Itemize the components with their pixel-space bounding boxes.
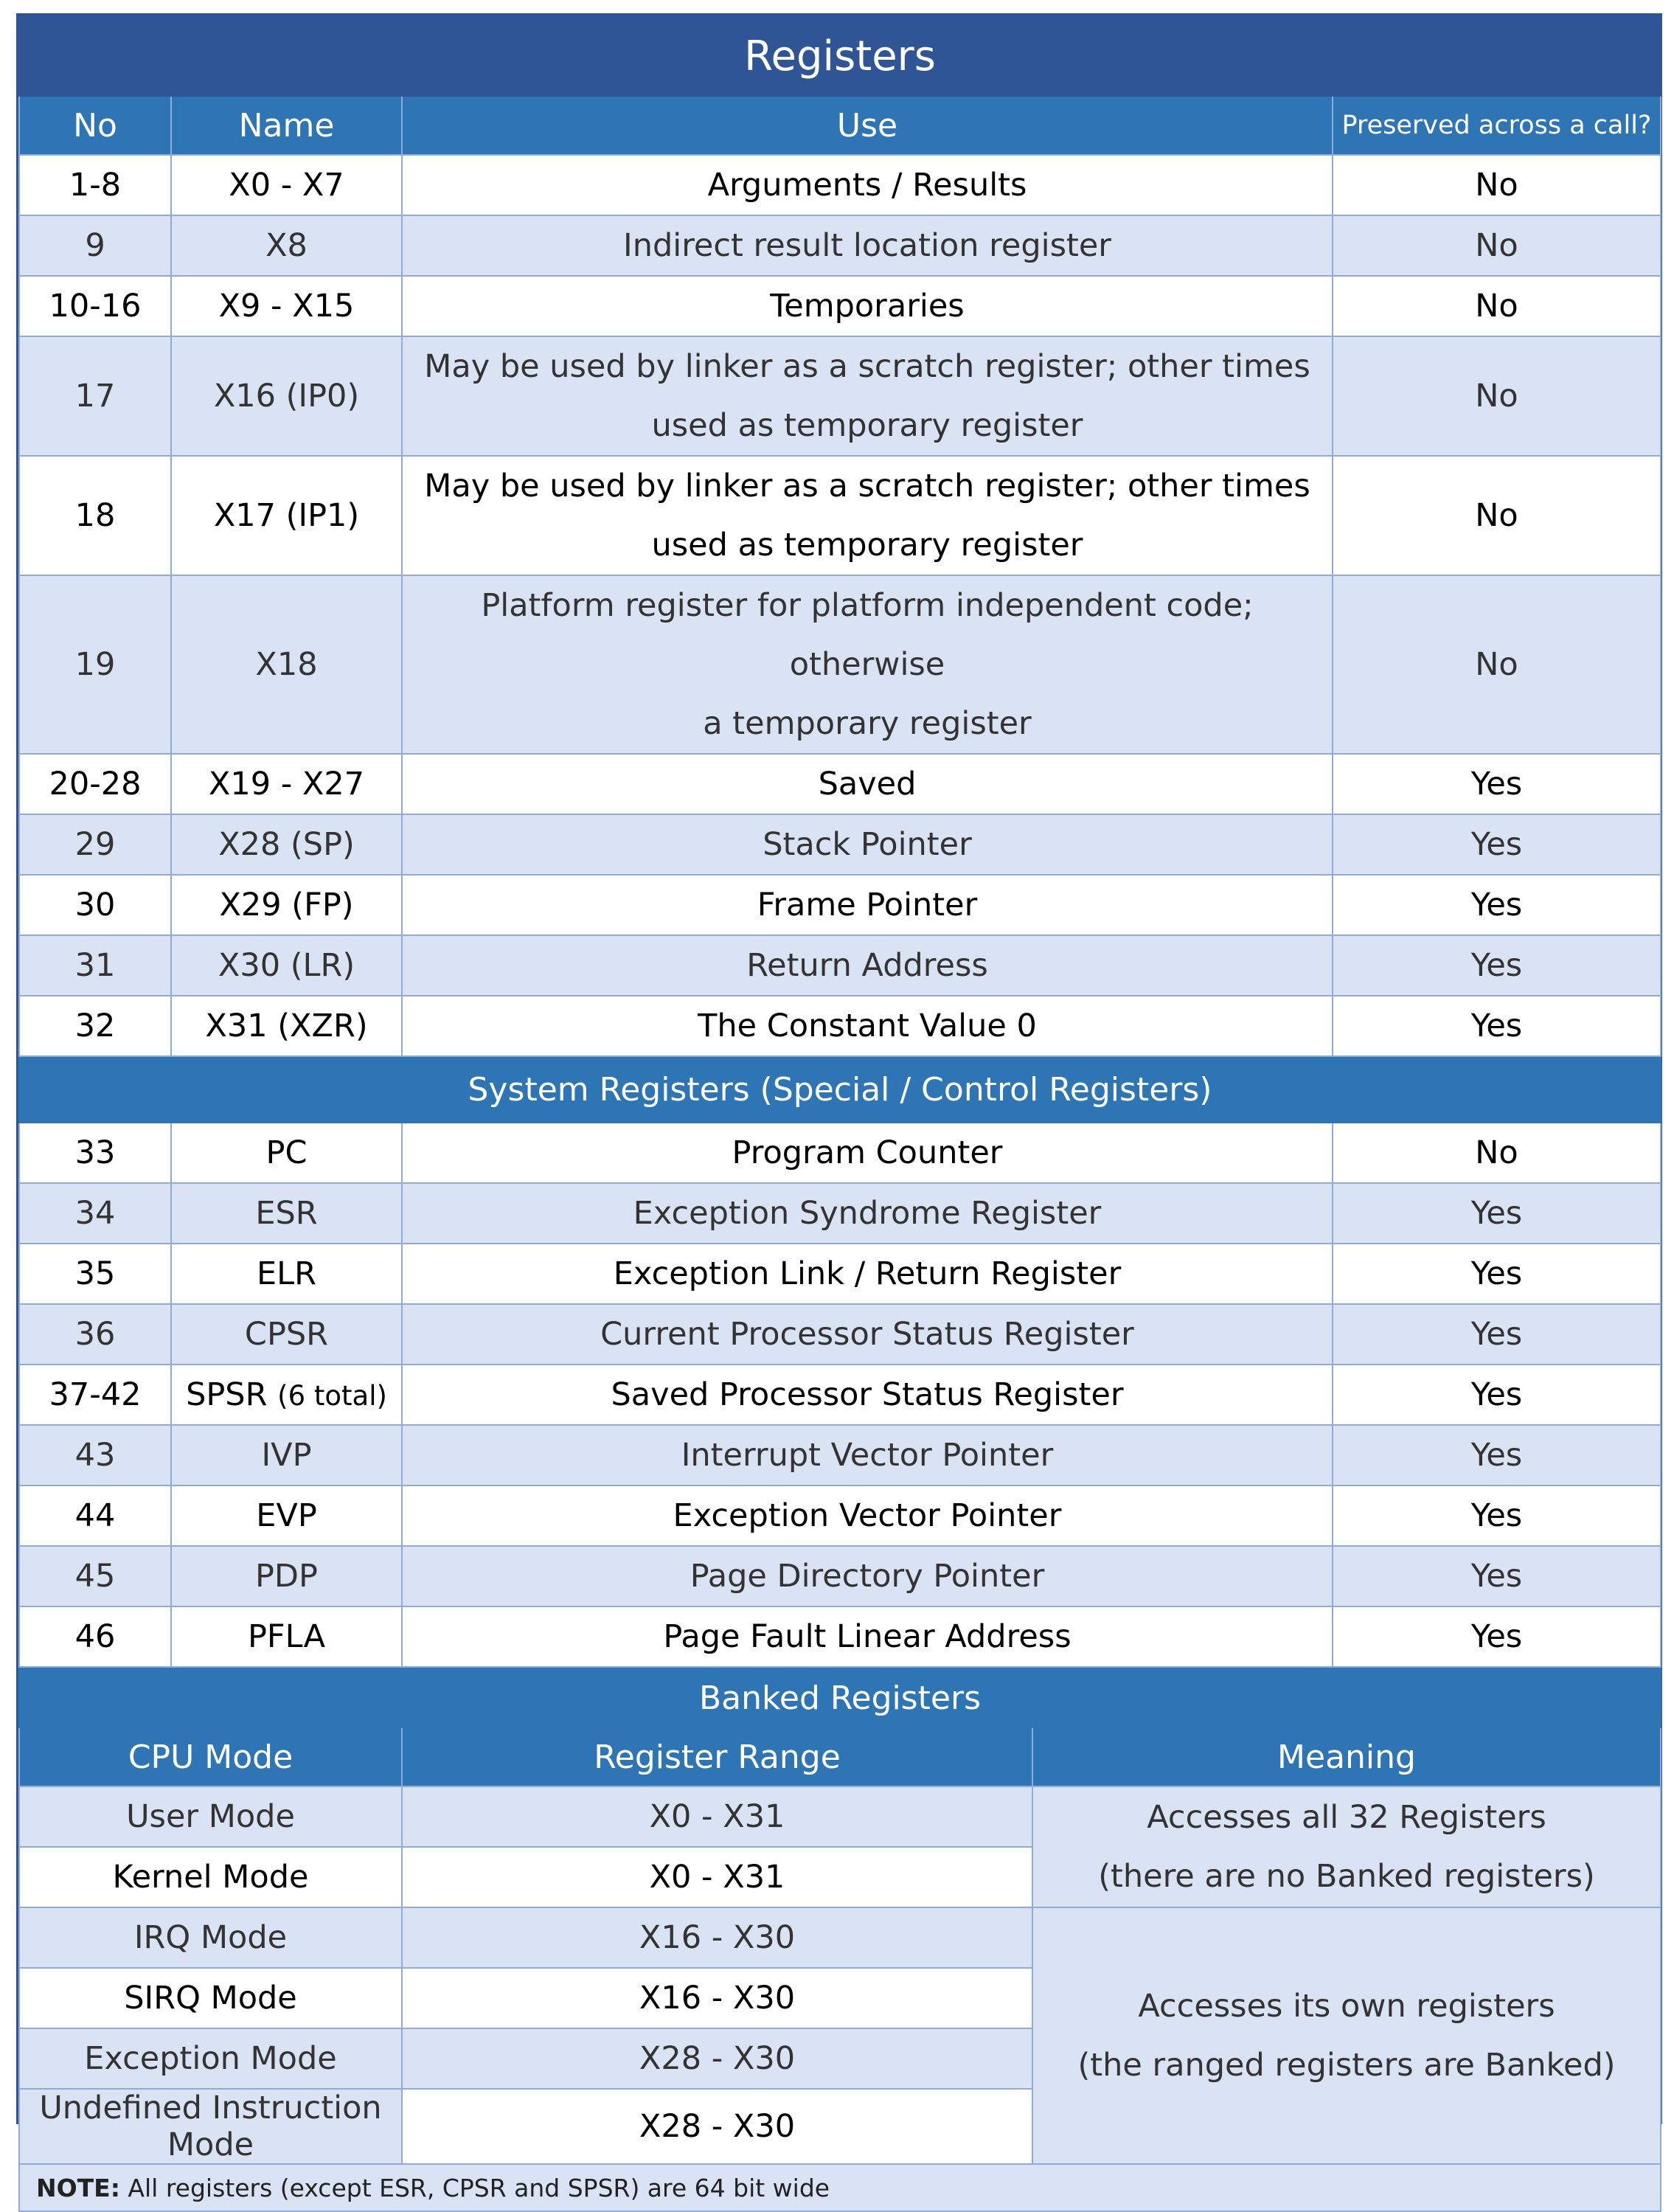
banked-section-header: [19, 1668, 1661, 1727]
cell-no: 37-42: [19, 1365, 171, 1425]
table-row: [19, 336, 1661, 456]
table-row: [19, 155, 1661, 215]
cell-no: 46: [19, 1606, 171, 1667]
cell-no: 1-8: [19, 155, 171, 215]
meaning-line1: Accesses its own registers: [1138, 1988, 1555, 2025]
cell-name: X9 - X15: [171, 276, 402, 336]
cell-no: 43: [19, 1425, 171, 1485]
banked-section-title: Banked Registers: [19, 1668, 1661, 1727]
cell-use: Arguments / Results: [402, 155, 1333, 215]
cell-name: X16 (IP0): [171, 336, 402, 456]
meaning-line2: (the ranged registers are Banked): [1077, 2047, 1616, 2084]
cell-use: Temporaries: [402, 276, 1333, 336]
cell-use: Current Processor Status Register: [402, 1304, 1333, 1365]
cell-preserved: Yes: [1333, 1304, 1661, 1365]
cell-use: Exception Vector Pointer: [402, 1485, 1333, 1546]
cell-preserved: No: [1333, 336, 1661, 456]
cell-cpu-mode: User Mode: [19, 1786, 402, 1847]
cell-preserved: Yes: [1333, 1606, 1661, 1667]
table-row: [19, 276, 1661, 336]
cell-use-line1: May be used by linker as a scratch register; other times: [424, 468, 1310, 505]
cell-use: The Constant Value 0: [402, 996, 1333, 1056]
header-meaning: Meaning: [1032, 1727, 1661, 1786]
header-register-range: Register Range: [402, 1727, 1032, 1786]
registers-sheet: [16, 13, 1662, 2202]
table-row: [19, 1786, 1661, 1847]
cell-preserved: Yes: [1333, 754, 1661, 814]
note-text: All registers (except ESR, CPSR and SPSR) are 64 bit wide: [119, 2173, 830, 2202]
meaning-line1: Accesses all 32 Registers: [1147, 1799, 1546, 1836]
cell-preserved: No: [1333, 1123, 1661, 1183]
table-row: [19, 1304, 1661, 1365]
table-row: [19, 1183, 1661, 1244]
cell-use: [402, 336, 1333, 456]
cell-preserved: Yes: [1333, 1183, 1661, 1244]
cell-preserved: Yes: [1333, 814, 1661, 875]
cell-name: PC: [171, 1123, 402, 1183]
cell-preserved: No: [1333, 215, 1661, 276]
cell-preserved: No: [1333, 155, 1661, 215]
cell-use-line2: a temporary register: [703, 705, 1032, 742]
cell-name: CPSR: [171, 1304, 402, 1365]
cell-name: X30 (LR): [171, 935, 402, 996]
header-preserved: Preserved across a call?: [1333, 96, 1661, 155]
cell-no: 44: [19, 1485, 171, 1546]
cell-cpu-mode: Exception Mode: [19, 2028, 402, 2089]
cell-use: Frame Pointer: [402, 875, 1333, 935]
cell-no: 36: [19, 1304, 171, 1365]
cell-cpu-mode: IRQ Mode: [19, 1907, 402, 1968]
cell-name: X0 - X7: [171, 155, 402, 215]
cell-preserved: Yes: [1333, 935, 1661, 996]
cell-no: 30: [19, 875, 171, 935]
cell-name: [171, 1365, 402, 1425]
cell-cpu-mode: SIRQ Mode: [19, 1968, 402, 2028]
note: [19, 2164, 1661, 2211]
cell-no: 10-16: [19, 276, 171, 336]
cell-use: Saved Processor Status Register: [402, 1365, 1333, 1425]
note-row: [19, 2164, 1661, 2211]
cell-no: 45: [19, 1546, 171, 1606]
cell-use: Indirect result location register: [402, 215, 1333, 276]
cell-name: ESR: [171, 1183, 402, 1244]
cell-name-suffix: (6 total): [277, 1380, 387, 1412]
cell-name: X17 (IP1): [171, 456, 402, 575]
cell-meaning-no-banked: [1032, 1786, 1661, 1907]
table-row: [19, 996, 1661, 1056]
cell-name: X18: [171, 575, 402, 754]
cell-register-range: X0 - X31: [402, 1847, 1032, 1907]
cell-use-line1: May be used by linker as a scratch register; other times: [424, 348, 1310, 385]
cell-no: 9: [19, 215, 171, 276]
cell-no: 18: [19, 456, 171, 575]
table-row: [19, 754, 1661, 814]
cell-meaning-banked: [1032, 1907, 1661, 2164]
cell-no: 29: [19, 814, 171, 875]
cell-name: X28 (SP): [171, 814, 402, 875]
table-row: [19, 1485, 1661, 1546]
cell-use: Stack Pointer: [402, 814, 1333, 875]
header-row: [19, 96, 1661, 155]
cell-use: Saved: [402, 754, 1333, 814]
cell-preserved: Yes: [1333, 996, 1661, 1056]
cell-preserved: Yes: [1333, 1425, 1661, 1485]
cell-no: 35: [19, 1244, 171, 1304]
header-cpu-mode: CPU Mode: [19, 1727, 402, 1786]
cell-no: 34: [19, 1183, 171, 1244]
cell-use-line1: Platform register for platform independent code; otherwise: [481, 587, 1254, 683]
cell-no: 32: [19, 996, 171, 1056]
registers-table: [18, 15, 1661, 1668]
cell-name: X8: [171, 215, 402, 276]
cell-name: PDP: [171, 1546, 402, 1606]
cell-use: Program Counter: [402, 1123, 1333, 1183]
cell-no: 17: [19, 336, 171, 456]
cell-register-range: X16 - X30: [402, 1907, 1032, 1968]
table-row: [19, 1546, 1661, 1606]
cell-preserved: Yes: [1333, 875, 1661, 935]
cell-use: Exception Link / Return Register: [402, 1244, 1333, 1304]
cell-name: X29 (FP): [171, 875, 402, 935]
table-row: [19, 1907, 1661, 1968]
cell-preserved: Yes: [1333, 1365, 1661, 1425]
cell-name: EVP: [171, 1485, 402, 1546]
cell-no: 20-28: [19, 754, 171, 814]
table-row: [19, 215, 1661, 276]
cell-use: [402, 456, 1333, 575]
table-row: [19, 1123, 1661, 1183]
banked-header-row: [19, 1727, 1661, 1786]
cell-register-range: X16 - X30: [402, 1968, 1032, 2028]
table-row: [19, 875, 1661, 935]
cell-name-main: SPSR: [186, 1376, 268, 1413]
cell-use: Return Address: [402, 935, 1333, 996]
cell-preserved: No: [1333, 276, 1661, 336]
table-row: [19, 1606, 1661, 1667]
cell-preserved: Yes: [1333, 1485, 1661, 1546]
cell-use-line2: used as temporary register: [651, 407, 1083, 444]
cell-preserved: No: [1333, 575, 1661, 754]
table-row: [19, 575, 1661, 754]
cell-use: Page Fault Linear Address: [402, 1606, 1333, 1667]
table-row: [19, 1365, 1661, 1425]
table-row: [19, 1244, 1661, 1304]
cell-use: Interrupt Vector Pointer: [402, 1425, 1333, 1485]
table-row: [19, 1425, 1661, 1485]
cell-name: IVP: [171, 1425, 402, 1485]
cell-use: Exception Syndrome Register: [402, 1183, 1333, 1244]
cell-cpu-mode: Kernel Mode: [19, 1847, 402, 1907]
table-row: [19, 935, 1661, 996]
cell-name: PFLA: [171, 1606, 402, 1667]
note-label: NOTE:: [36, 2173, 120, 2202]
meaning-line2: (there are no Banked registers): [1098, 1858, 1595, 1895]
cell-use-line2: used as temporary register: [651, 527, 1083, 564]
cell-use: Page Directory Pointer: [402, 1546, 1333, 1606]
page-title: Registers: [19, 16, 1661, 96]
header-use: Use: [402, 96, 1333, 155]
cell-name: ELR: [171, 1244, 402, 1304]
cell-register-range: X28 - X30: [402, 2089, 1032, 2164]
cell-no: 33: [19, 1123, 171, 1183]
table-row: [19, 814, 1661, 875]
header-no: No: [19, 96, 171, 155]
system-section-title: System Registers (Special / Control Registers): [19, 1056, 1661, 1123]
table-row: [19, 456, 1661, 575]
cell-no: 19: [19, 575, 171, 754]
cell-use: [402, 575, 1333, 754]
cell-preserved: Yes: [1333, 1546, 1661, 1606]
cell-name: X19 - X27: [171, 754, 402, 814]
cell-register-range: X0 - X31: [402, 1786, 1032, 1847]
system-section-header: [19, 1056, 1661, 1123]
cell-name: X31 (XZR): [171, 996, 402, 1056]
cell-cpu-mode: Undefined Instruction Mode: [19, 2089, 402, 2164]
cell-preserved: Yes: [1333, 1244, 1661, 1304]
cell-register-range: X28 - X30: [402, 2028, 1032, 2089]
header-name: Name: [171, 96, 402, 155]
banked-table: [18, 1668, 1661, 2212]
cell-no: 31: [19, 935, 171, 996]
cell-preserved: No: [1333, 456, 1661, 575]
